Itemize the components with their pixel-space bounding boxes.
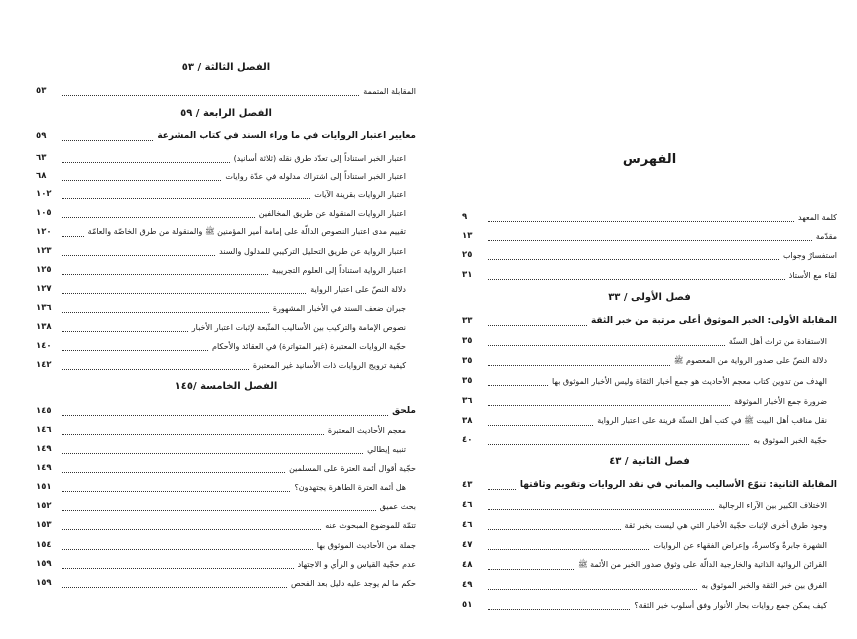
toc-entry[interactable]: جملة من الأحاديث الموثوق بها ١٥٤ bbox=[36, 540, 416, 550]
toc-entry[interactable]: معجم الأحاديث المعتبرة ١٤٦ bbox=[36, 425, 406, 435]
toc-entry[interactable]: تقييم مدى اعتبار النصوص الدالّة على إمامة أمير المؤمنين ﷺ والمنقولة من طرق الخاصّة والعامّة ١٢٠ bbox=[36, 227, 406, 237]
toc-entry[interactable]: دلالة النصّ على اعتبار الرواية ١٢٧ bbox=[36, 284, 406, 294]
toc-entry-main[interactable]: المقابلة الأولى: الخبر الموثوق أعلى مرتبة من خبر الثقة ٣٣ bbox=[462, 316, 837, 326]
leader-dots bbox=[488, 355, 670, 366]
toc-entry[interactable]: وجود طرق أخرى لإثبات حجّية الأخبار التي هي ليست بخبر ثقة ٤٦ bbox=[462, 520, 827, 530]
chapter-4-heading: الفصل الرابعة / ٥٩ bbox=[180, 108, 272, 119]
toc-entry[interactable]: عدم حجّية القياس و الرأي و الاجتهاد ١٥٩ bbox=[36, 559, 416, 569]
leader-dots bbox=[62, 130, 153, 141]
leader-dots bbox=[62, 85, 359, 96]
chapter-2-heading: فصل الثانية / ٤٣ bbox=[609, 456, 690, 467]
toc-entry-main[interactable]: المقابلة الثانية: تنوّع الأساليب والمباني في نقد الروايات وتقويم وثاقتها ٤٣ bbox=[462, 480, 837, 490]
toc-entry[interactable]: كلمة المعهد ٩ bbox=[462, 212, 837, 222]
leader-dots bbox=[62, 500, 376, 511]
toc-entry[interactable]: كيف يمكن جمع روايات بحار الأنوار وفق أسلوب خبر الثقة؟ ٥١ bbox=[462, 600, 827, 610]
toc-entry-main[interactable]: ملحق ١٤٥ bbox=[36, 406, 416, 416]
toc-entry[interactable]: لقاء مع الأستاذ ٣١ bbox=[462, 270, 837, 280]
toc-entry[interactable]: حكم ما لم يوجد عليه دليل بعد الفحص ١٥٩ bbox=[36, 578, 416, 588]
leader-dots bbox=[488, 479, 516, 490]
leader-dots bbox=[488, 249, 779, 260]
leader-dots bbox=[488, 434, 749, 445]
leader-dots bbox=[62, 519, 321, 530]
toc-entry[interactable]: اعتبار الروايات بقرينة الآيات ١٠٢ bbox=[36, 189, 406, 199]
toc-entry[interactable]: اعتبار الرواية استناداً إلى العلوم التجريبية ١٢٥ bbox=[36, 265, 406, 275]
leader-dots bbox=[62, 152, 230, 163]
toc-entry[interactable]: ضرورة جمع الأخبار الموثوقة ٣٦ bbox=[462, 396, 827, 406]
leader-dots bbox=[62, 577, 287, 588]
toc-title: الفهرس bbox=[622, 152, 677, 167]
leader-dots bbox=[62, 405, 388, 416]
leader-dots bbox=[62, 340, 208, 351]
leader-dots bbox=[488, 415, 593, 426]
leader-dots bbox=[62, 558, 294, 569]
toc-page-right bbox=[462, 0, 837, 639]
leader-dots bbox=[488, 539, 649, 550]
leader-dots bbox=[62, 283, 306, 294]
leader-dots bbox=[488, 335, 725, 346]
leader-dots bbox=[488, 499, 714, 510]
toc-entry[interactable]: الشهرة جابرةٌ وكاسرةٌ، وإعراض الفقهاء عن الروايات ٤٧ bbox=[462, 540, 827, 550]
toc-entry[interactable]: تنبيه إيطالي ١٤٩ bbox=[36, 444, 406, 454]
leader-dots bbox=[488, 315, 587, 326]
toc-entry[interactable]: نقل مناقب أهل البيت ﷺ في كتب أهل السنّة قرينة على اعتبار الرواية ٣٨ bbox=[462, 416, 827, 426]
chapter-1-heading: فصل الأولى / ٣٣ bbox=[608, 292, 691, 303]
toc-entry[interactable]: الهدف من تدوين كتاب معجم الأحاديث هو جمع أخبار الثقاة وليس الأخبار الموثوق بها ٣٥ bbox=[462, 376, 827, 386]
toc-entry[interactable]: المقابلة المتممة ٥٣ bbox=[36, 86, 416, 96]
leader-dots bbox=[488, 579, 697, 590]
toc-entry[interactable]: اعتبار الروايات المنقولة عن طريق المخالفين ١٠٥ bbox=[36, 208, 406, 218]
leader-dots bbox=[62, 264, 268, 275]
toc-entry[interactable]: نصوص الإمامة والتركيب بين الأساليب المتّبعة لإثبات اعتبار الأخبار ١٣٨ bbox=[36, 322, 406, 332]
leader-dots bbox=[62, 321, 188, 332]
toc-entry[interactable]: بحث عميق ١٥٢ bbox=[36, 501, 416, 511]
toc-entry[interactable]: مقدّمة ١٣ bbox=[462, 231, 837, 241]
leader-dots bbox=[62, 443, 363, 454]
toc-entry[interactable]: القرائن الروائية الذاتية والخارجية الدالّة على وثوق صدور الخبر من الأئمة ﷺ ٤٨ bbox=[462, 560, 827, 570]
toc-entry[interactable]: اعتبار الخبر استناداً إلى اشتراك مدلوله في عدّة روايات ٦٨ bbox=[36, 171, 406, 181]
toc-page-left bbox=[36, 0, 416, 639]
toc-entry[interactable]: جبران ضعف السند في الأخبار المشهورة ١٣٦ bbox=[36, 303, 406, 313]
leader-dots bbox=[62, 245, 215, 256]
leader-dots bbox=[488, 375, 548, 386]
toc-entry[interactable]: اعتبار الخبر استناداً إلى تعدّد طرق نقله (ثلاثة أسانيد) ٦٣ bbox=[36, 153, 406, 163]
leader-dots bbox=[62, 302, 269, 313]
leader-dots bbox=[62, 226, 84, 237]
toc-entry[interactable]: اعتبار الرواية عن طريق التحليل التركيبي للمدلول والسند ١٢٣ bbox=[36, 246, 406, 256]
toc-entry[interactable]: استفسارٌ وجواب ٢٥ bbox=[462, 250, 837, 260]
toc-entry[interactable]: الفرق بين خبر الثقة والخبر الموثوق به ٤٩ bbox=[462, 580, 827, 590]
toc-entry-main[interactable]: معايير اعتبار الروايات في ما وراء السند في كتاب المشرعة ٥٩ bbox=[36, 131, 416, 141]
toc-entry[interactable]: الاستفادة من تراث أهل السنّة ٣٥ bbox=[462, 336, 827, 346]
leader-dots bbox=[488, 559, 574, 570]
leader-dots bbox=[488, 395, 730, 406]
toc-entry[interactable]: الاختلاف الكبير بين الآراء الرجالية ٤٦ bbox=[462, 500, 827, 510]
toc-entry[interactable]: دلالة النصّ على صدور الرواية من المعصوم ﷺ ٣٥ bbox=[462, 356, 827, 366]
chapter-3-heading: الفصل الثالثة / ٥٣ bbox=[181, 62, 271, 73]
toc-entry[interactable]: هل أئمة العترة الطاهرة يجتهدون؟ ١٥١ bbox=[36, 482, 406, 492]
toc-entry[interactable]: حجّية الروايات المعتبرة (غير المتواترة) في العقائد والأحكام ١٤٠ bbox=[36, 341, 406, 351]
leader-dots bbox=[488, 599, 630, 610]
toc-entry[interactable]: حجّية أقوال أئمة العترة على المسلمين ١٤٩ bbox=[36, 463, 416, 473]
leader-dots bbox=[62, 207, 255, 218]
leader-dots bbox=[62, 424, 324, 435]
toc-entry[interactable]: تتمّة للموضوع المبحوث عنه ١٥٣ bbox=[36, 520, 416, 530]
leader-dots bbox=[488, 269, 785, 280]
leader-dots bbox=[62, 481, 290, 492]
toc-entry[interactable]: كيفية ترويج الروايات ذات الأسانيد غير المعتبرة ١٤٢ bbox=[36, 360, 406, 370]
chapter-5-heading: الفصل الخامسة /١٤٥ bbox=[174, 381, 278, 392]
leader-dots bbox=[62, 539, 313, 550]
leader-dots bbox=[488, 230, 812, 241]
toc-entry[interactable]: حجّية الخبر الموثوق به ٤٠ bbox=[462, 435, 827, 445]
leader-dots bbox=[488, 211, 794, 222]
leader-dots bbox=[62, 170, 221, 181]
leader-dots bbox=[62, 359, 249, 370]
leader-dots bbox=[62, 462, 285, 473]
leader-dots bbox=[488, 519, 621, 530]
leader-dots bbox=[62, 188, 310, 199]
